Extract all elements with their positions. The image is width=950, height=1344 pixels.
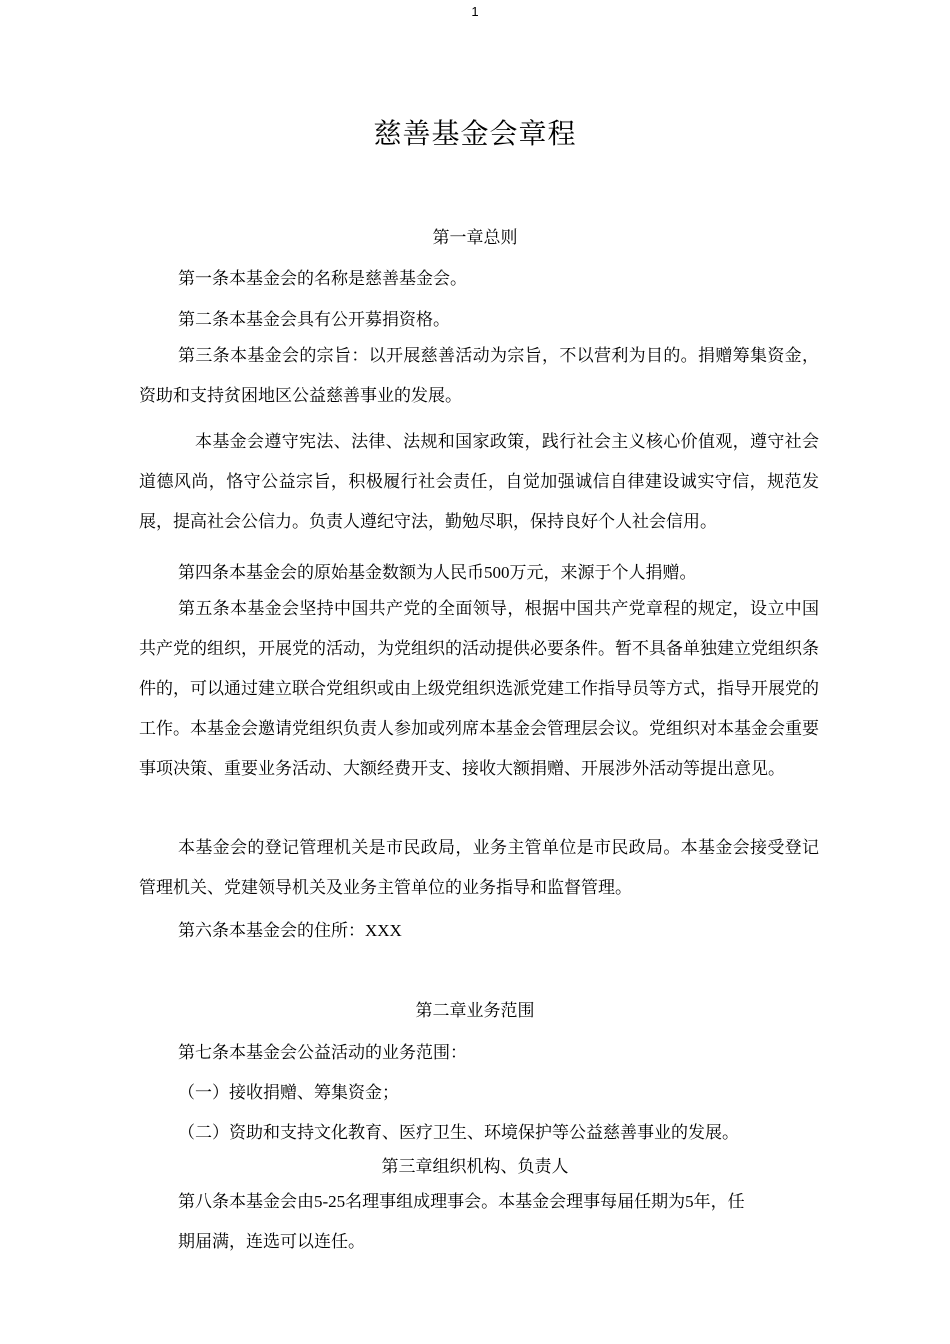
chapter-1-heading: 第一章总则 [432, 228, 518, 248]
chapter-2-heading: 第二章业务范围 [415, 1001, 535, 1021]
article-5-paragraph-2: 本基金会的登记管理机关是市民政局，业务主管单位是市民政局。本基金会接受登记管理机关、党建领导机关及业务主管单位的业务指导和监督管理。 [139, 838, 819, 898]
article-6-address: XXX [365, 921, 402, 940]
article-7: 第七条本基金会公益活动的业务范围： [178, 1043, 467, 1063]
article-8-text-a: 第八条本基金会由 [178, 1192, 314, 1212]
article-6-label: 第六条本基金会的住所： [178, 921, 365, 941]
article-8-line-2: 期届满，连选可以连任。 [178, 1232, 365, 1252]
article-2: 第二条本基金会具有公开募捐资格。 [178, 310, 450, 330]
article-8-text-b: 名理事组成理事会。本基金会理事每届任期为 [345, 1192, 686, 1212]
article-7-item-1: （一）接收捐赠、筹集资金； [178, 1083, 399, 1103]
article-8-term-years: 5 [685, 1192, 694, 1211]
article-8 [178, 1187, 745, 1212]
article-4 [178, 558, 697, 583]
article-6 [178, 916, 402, 941]
article-3: 第三条本基金会的宗旨：以开展慈善活动为宗旨，不以营利为目的。捐赠筹集资金，资助和支持贫困地区公益慈善事业的发展。 [139, 346, 819, 406]
article-4-text-b: 万元，来源于个人捐赠。 [509, 563, 697, 583]
article-8-text-c: 年，任 [693, 1192, 745, 1212]
document-title: 慈善基金会章程 [373, 117, 577, 150]
article-4-text-a: 第四条本基金会的原始基金数额为人民币 [178, 563, 484, 583]
article-7-item-2: （二）资助和支持文化教育、医疗卫生、环境保护等公益慈善事业的发展。 [178, 1123, 739, 1143]
article-3-paragraph-2: 本基金会遵守宪法、法律、法规和国家政策，践行社会主义核心价值观，遵守社会道德风尚，恪守公益宗旨，积极履行社会责任，自觉加强诚信自律建设诚实守信，规范发展，提高社会公信力。负责人遵纪守法，勤勉尽职，保持良好个人社会信用。 [139, 432, 819, 532]
article-8-member-range: 5-25 [314, 1192, 346, 1211]
chapter-3-heading: 第三章组织机构、负责人 [381, 1157, 569, 1177]
article-4-amount: 500 [484, 563, 510, 582]
page-number: 1 [471, 4, 479, 19]
article-5: 第五条本基金会坚持中国共产党的全面领导，根据中国共产党章程的规定，设立中国共产党的组织，开展党的活动，为党组织的活动提供必要条件。暂不具备单独建立党组织条件的，可以通过建立联合党组织或由上级党组织选派党建工作指导员等方式，指导开展党的工作。本基金会邀请党组织负责人参加或列席本基金会管理层会议。党组织对本基金会重要事项决策、重要业务活动、大额经费开支、接收大额捐赠、开展涉外活动等提出意见。 [139, 599, 819, 779]
article-1: 第一条本基金会的名称是慈善基金会。 [178, 269, 467, 289]
